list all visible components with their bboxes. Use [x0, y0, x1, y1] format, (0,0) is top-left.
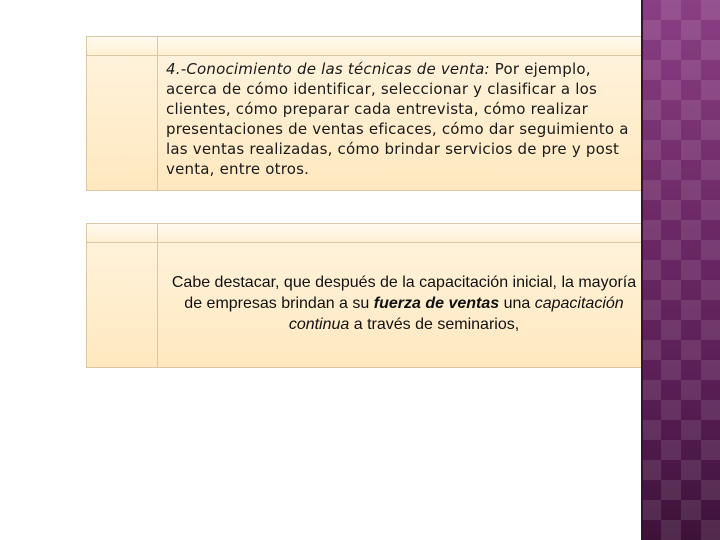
decorative-band-edge	[641, 0, 643, 540]
continuous-training-italic: capacitación continua	[288, 295, 624, 333]
table-box-training	[86, 223, 645, 368]
decorative-side-band	[641, 0, 720, 540]
table-box-technique	[86, 36, 645, 191]
technique-body: Por ejemplo, acerca de cómo identificar, seleccionar y clasificar a los clientes, cómo preparar cada entrevista, cómo realizar presentaciones de ventas eficaces, cómo dar seguimiento a las ventas realizadas, cómo brindar servicios de pre y post venta, entre otros.	[166, 60, 629, 178]
table-header-row	[87, 224, 644, 243]
training-text-2: una	[499, 295, 535, 312]
table-column-divider	[157, 37, 158, 190]
training-text-3: a través de seminarios,	[349, 316, 520, 333]
technique-paragraph	[166, 59, 636, 179]
table-column-divider	[157, 224, 158, 367]
training-text-1: Cabe destacar, que después de la capacitación inicial, la mayoría de empresas brindan a su	[171, 274, 637, 312]
sales-force-emphasis: fuerza de ventas	[373, 295, 500, 312]
training-paragraph	[166, 272, 642, 335]
table-header-row	[87, 37, 644, 56]
technique-heading: 4.-Conocimiento de las técnicas de venta:	[166, 60, 490, 78]
